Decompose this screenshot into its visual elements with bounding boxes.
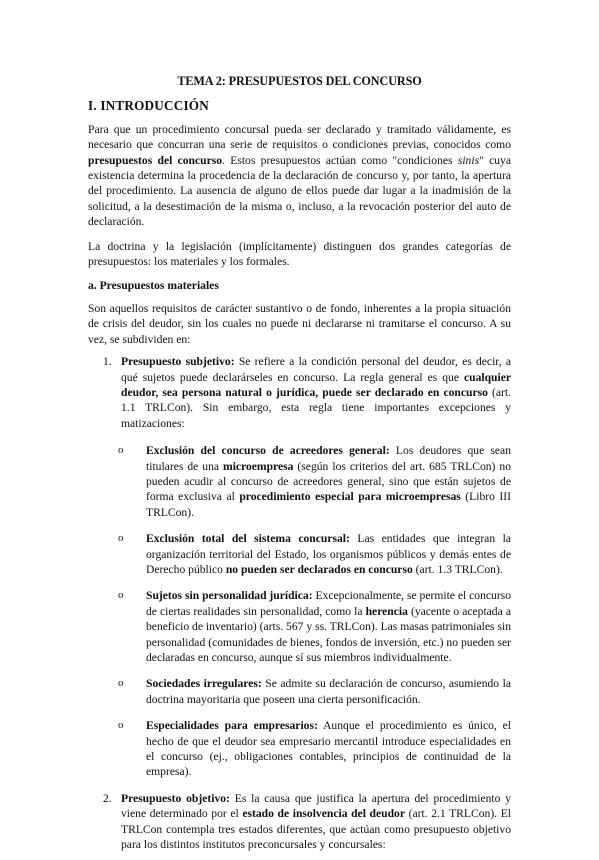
list-number: 1. (103, 355, 112, 369)
text-run: (art. 1.1 TRLCon). Sin embargo, esta regla tiene importantes excepciones y matizaciones: (121, 385, 512, 430)
bullet-title: Exclusión del concurso de acreedores general: (146, 444, 390, 458)
list-item-presupuesto-subjetivo (88, 354, 511, 780)
bullet-list (88, 443, 511, 780)
bold-term: procedimiento especial para microempresas (239, 490, 461, 504)
section-heading-introduccion: I. INTRODUCCIÓN (88, 98, 209, 114)
list-item-text (121, 791, 511, 853)
bold-term: estado de insolvencia del deudor (242, 807, 405, 821)
text-run: " cuya existencia determina la procedencia de la declaración de concurso y, por tanto, la apertura del procedimiento. La ausencia de alguno de ellos puede dar lugar a la inadmisión de la solicitud, a la desestimación de la misma o, incluso, a la revocación posterior del auto de declaración. (88, 153, 511, 229)
text-run: Los deudores que sean titulares de una (146, 444, 511, 473)
numbered-list (88, 354, 511, 852)
bullet-item-exclusion-total (88, 531, 511, 577)
intro-paragraph-2: La doctrina y la legislación (implícitamente) distinguen dos grandes categorías de presupuestos: los materiales y los formales. (88, 239, 511, 269)
item-title: Presupuesto objetivo: (121, 791, 230, 805)
bold-term: herencia (365, 604, 408, 618)
bullet-item-sin-personalidad (88, 588, 511, 665)
text-run: Se admite su declaración de concurso, asumiendo la doctrina mayoritaria que poseen una cierta personificación. (146, 677, 511, 706)
text-run: Excepcionalmente, se permite el concurso de ciertas realidades sin personalidad, como la (146, 589, 511, 618)
bullet-mark: o (118, 532, 124, 545)
bullet-mark: o (118, 677, 124, 690)
text-run: Es la causa que justifica la apertura del procedimiento y viene determinado por el (121, 791, 511, 821)
text-run: Se refiere a la condición personal del deudor, es decir, a qué sujetos puede declarárseles en concurso. La regla general es que (121, 355, 511, 384)
document-title: TEMA 2: PRESUPUESTOS DEL CONCURSO (177, 74, 422, 88)
bold-term: microempresa (223, 459, 294, 473)
bullet-mark: o (118, 719, 124, 732)
document-page (88, 74, 511, 860)
bullet-title: Sujetos sin personalidad jurídica: (146, 589, 313, 603)
bullet-title: Exclusión total del sistema concursal: (146, 532, 350, 546)
list-item-presupuesto-objetivo (88, 791, 511, 853)
bullet-item-sociedades-irregulares (88, 676, 511, 707)
bullet-item-exclusion-general (88, 443, 511, 520)
text-run: Las entidades que integran la organización territorial del Estado, los organismos públicos y demás entes de Derecho público (146, 532, 511, 576)
materiales-intro-paragraph: Son aquellos requisitos de carácter sustantivo o de fondo, inherentes a la propia situación de crisis del deudor, sin los cuales no puede ni declararse ni tramitarse el concurso. A su vez, se subdividen en: (88, 301, 511, 346)
list-number: 2. (103, 791, 112, 805)
item-title: Presupuesto subjetivo: (121, 355, 235, 369)
bold-term: presupuestos del concurso (88, 153, 223, 167)
italic-term: sinis (457, 153, 480, 167)
text-run: Para que un procedimiento concursal pueda ser declarado y tramitado válidamente, es necesario que concurran una serie de requisitos o condiciones previas, conocidos como (88, 122, 511, 152)
intro-paragraph-1 (88, 122, 511, 230)
text-run: (Libro III TRLCon). (146, 490, 511, 519)
text-run: (según los criterios del art. 685 TRLCon) no pueden acudir al concurso de acreedores general, sino que están sujetos de forma exclusiva al (146, 459, 511, 504)
list-item-text (121, 354, 511, 431)
text-run: (art. 1.3 TRLCon). (412, 562, 503, 576)
bold-term: no pueden ser declarados en concurso (225, 562, 413, 576)
bold-term: cualquier deudor, sea persona natural o jurídica, puede ser declarado en concurso (121, 370, 511, 399)
text-run: . Estos presupuestos actúan como "condiciones (222, 153, 458, 167)
bullet-title: Sociedades irregulares: (146, 677, 262, 691)
text-run: (art. 2.1 TRLCon). El TRLCon contempla tres estados diferentes, que actúan como presupuesto objetivo para los distintos institutos preconcursales y concursales: (121, 807, 511, 852)
subsection-heading-materiales: a. Presupuestos materiales (88, 279, 219, 293)
bullet-mark: o (118, 444, 124, 457)
bullet-title: Especialidades para empresarios: (146, 719, 318, 733)
bullet-mark: o (118, 589, 124, 602)
bullet-item-especialidades-empresarios (88, 718, 511, 780)
text-run: (yacente o aceptada a beneficio de inventario) (arts. 567 y ss. TRLCon). Las masas patrimoniales sin personalidad (comunidades de bienes, fondos de inversión, etc.) no pueden ser declaradas en concurso, aunque sí sus miembros individualmente. (146, 604, 511, 664)
text-run: Aunque el procedimiento es único, el hecho de que el deudor sea empresario mercantil introduce especialidades en el concurso (ej., obligaciones contables, principios de continuidad de la empresa). (146, 719, 511, 779)
